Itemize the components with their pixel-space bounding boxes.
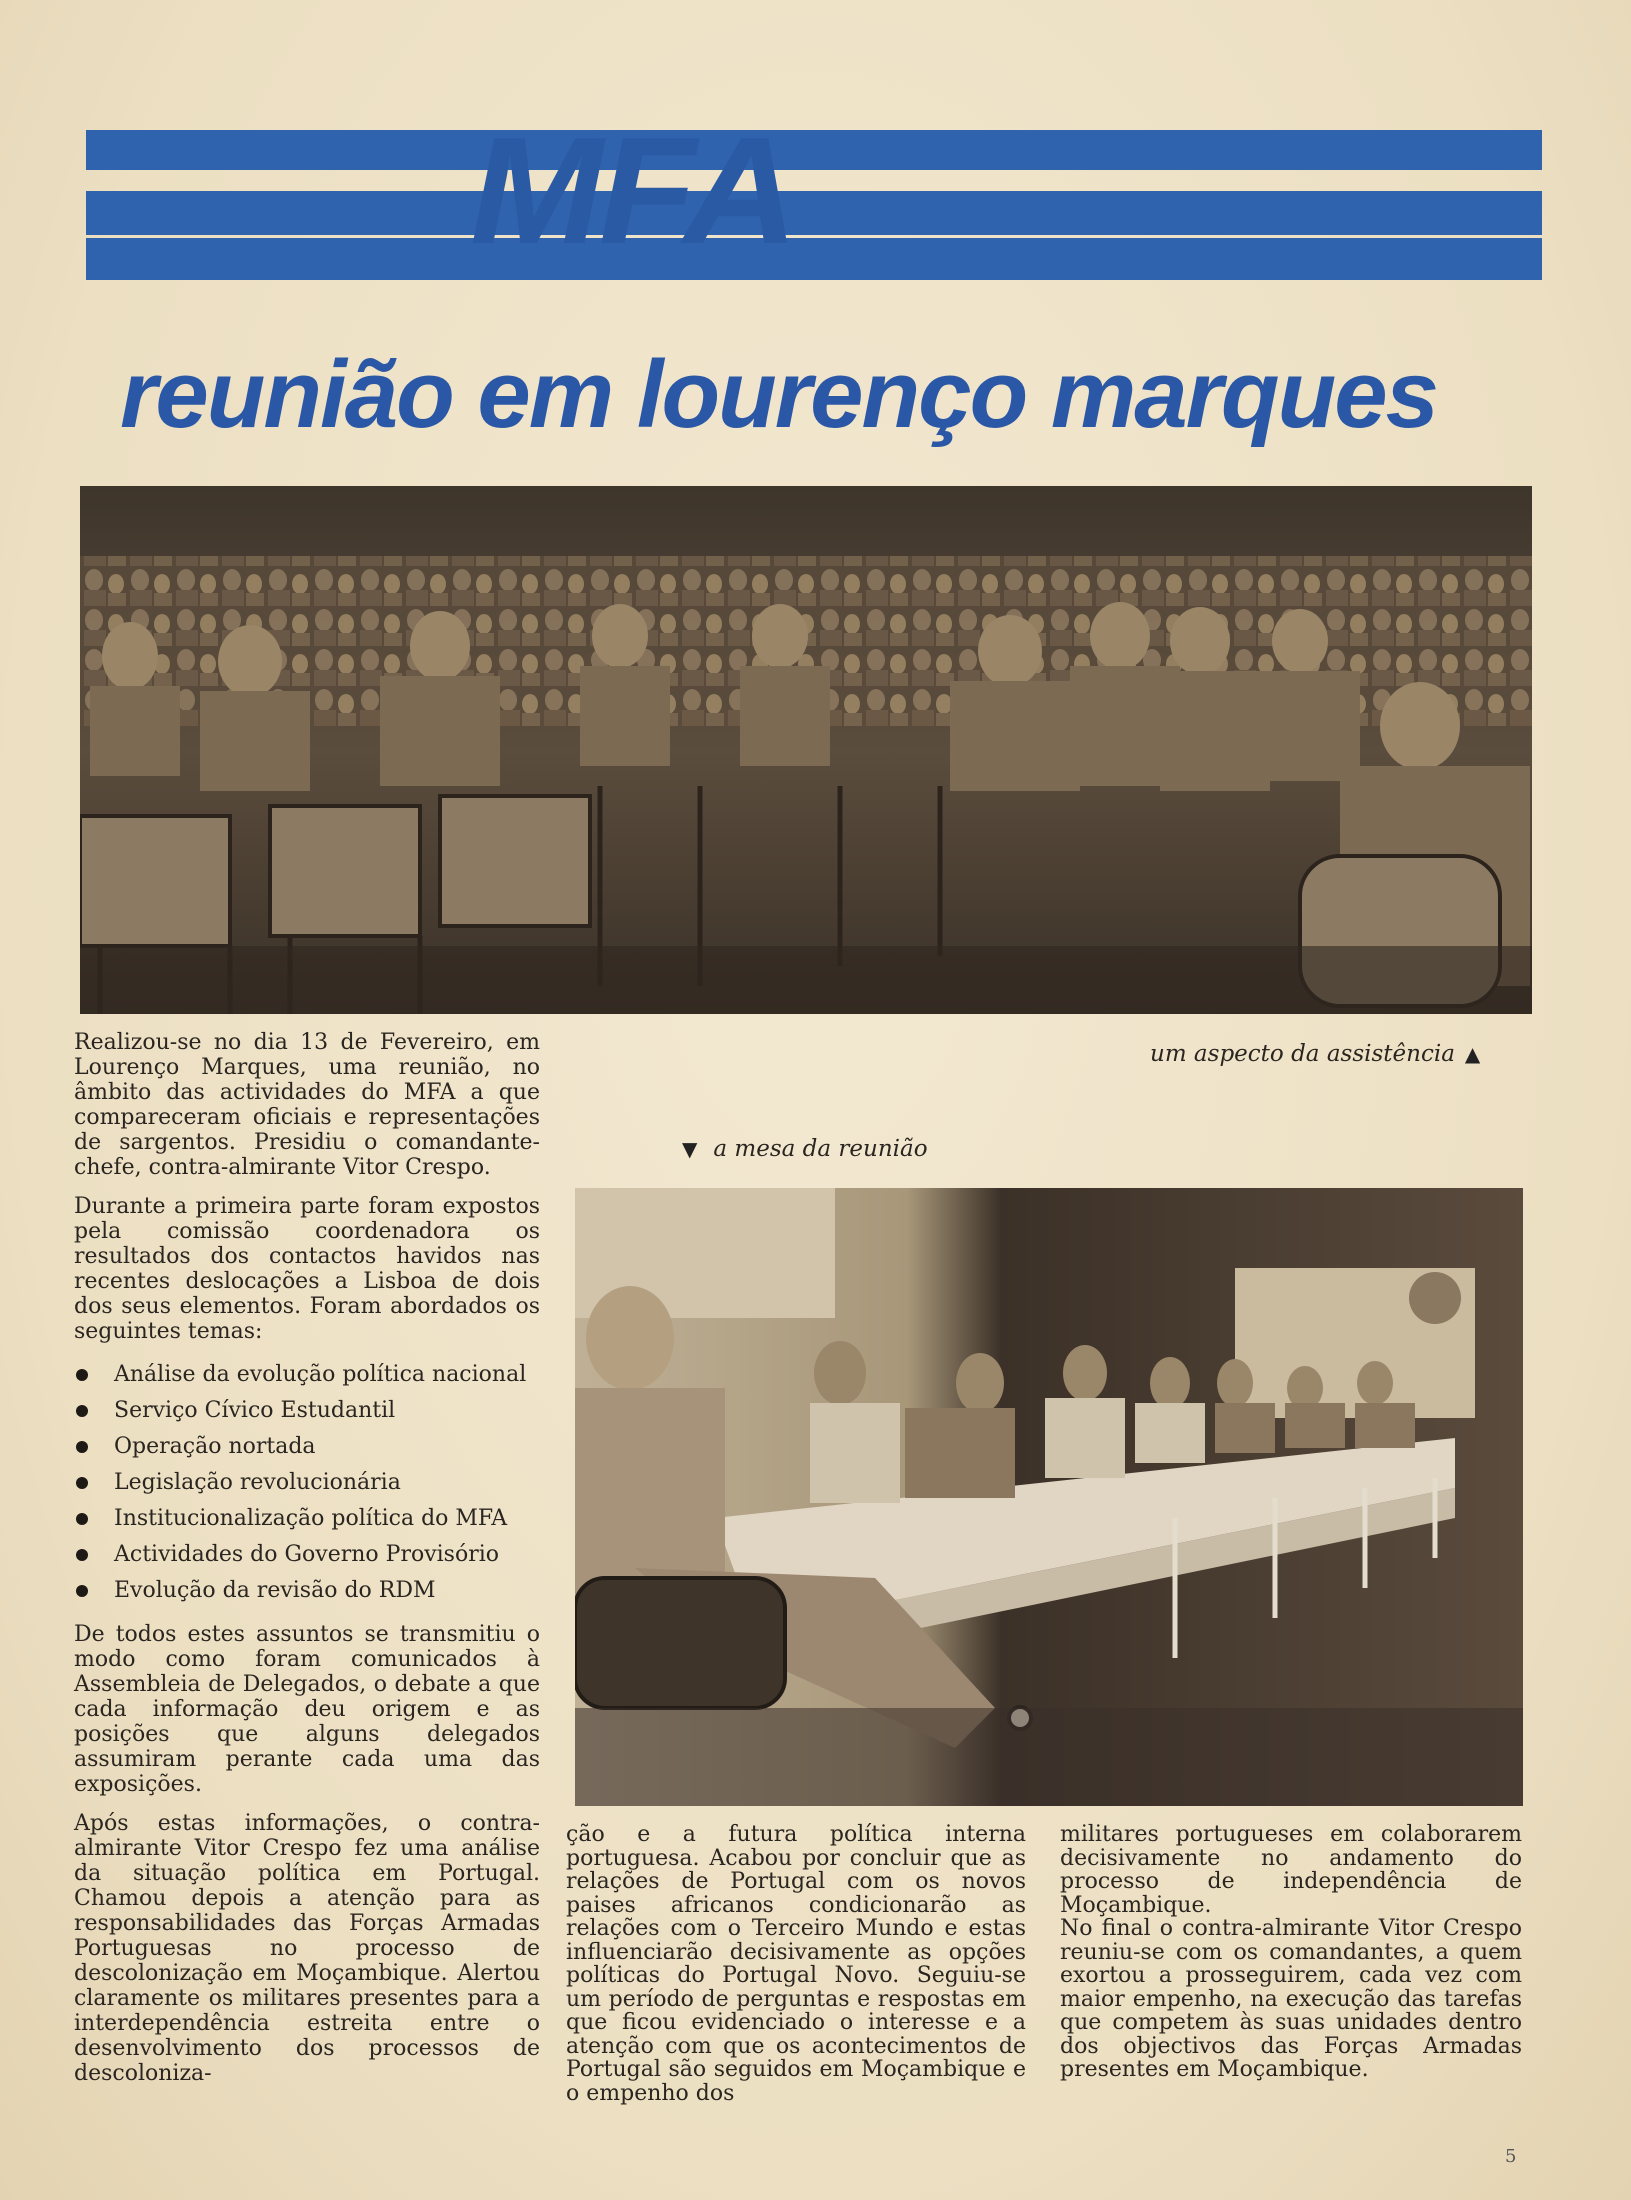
list-item: [74, 1506, 540, 1532]
intro-paragraph: Realizou-se no dia 13 de Fevereiro, em Lourenço Marques, uma reunião, no âmbito das actividades do MFA a que compareceram oficiais e representações de sargentos. Presidiu o comandante-chefe, contra-almirante Vitor Crespo.: [74, 1030, 540, 1180]
audience-caption: [1150, 1041, 1480, 1067]
bullet-icon: [76, 1405, 88, 1417]
arrow-down-icon: ▼: [682, 1137, 698, 1161]
audience-photo-image: [80, 486, 1532, 1014]
list-item: [74, 1398, 540, 1424]
analysis-paragraph: Após estas informações, o contra-almirante Vitor Crespo fez uma análise da situação política em Portugal. Chamou depois a atenção para as responsabilidades das Forças Armadas Portuguesas no processo de descolonização em Moçambique. Alertou claramente os militares presentes para a interdependência estreita entre o desenvolvimento dos processos de descoloniza-: [74, 1811, 540, 2086]
mfa-logo: MFA: [470, 106, 795, 276]
right-paragraph-1: militares portugueses em colaborarem decisivamente no andamento do processo de independência de Moçambique.: [1060, 1822, 1522, 1918]
header-stripe-bottom: [86, 238, 1542, 280]
topic-label: Institucionalização política do MFA: [114, 1506, 508, 1531]
list-item: [74, 1578, 540, 1604]
assembly-paragraph: De todos estes assuntos se transmitiu o modo como foram comunicados à Assembleia de Delegados, o debate a que cada informação deu origem e as posições que alguns delegados assumiram perante cada uma das exposições.: [74, 1622, 540, 1797]
middle-paragraph: ção e a futura política interna portuguesa. Acabou por concluir que as relações de Portugal com os novos paises africanos condicionarão as relações com o Terceiro Mundo e estas influenciarão decisivamente as opções políticas do Portugal Novo. Seguiu-se um período de perguntas e respostas em que ficou evidenciado o interesse e a atenção com que os acontecimentos de Portugal são seguidos em Moçambique e o empenho dos: [566, 1822, 1026, 2106]
headline: reunião em lourenço marques: [120, 341, 1438, 448]
bullet-icon: [76, 1513, 88, 1525]
topic-label: Legislação revolucionária: [114, 1470, 401, 1495]
right-column: [1060, 1823, 1522, 2082]
bullet-icon: [76, 1549, 88, 1561]
right-paragraph-2: No final o contra-almirante Vitor Crespo reuniu-se com os comandantes, a quem exortou a prosseguirem, cada vez com maior empenho, na execução das tarefas que competem às suas unidades dentro dos objectivos das Forças Armadas presentes em Moçambique.: [1060, 1916, 1522, 2082]
list-item: [74, 1362, 540, 1388]
middle-column: [566, 1823, 1026, 2105]
meeting-table-photo-image: [575, 1188, 1523, 1806]
meeting-table-photo: [575, 1188, 1523, 1806]
header-stripe-middle: [86, 191, 1542, 235]
list-item: [74, 1470, 540, 1496]
header-stripe-top: [86, 130, 1542, 170]
table-caption-text: a mesa da reunião: [713, 1136, 928, 1162]
topic-label: Actividades do Governo Provisório: [114, 1542, 500, 1567]
topic-label: Evolução da revisão do RDM: [114, 1578, 436, 1603]
bullet-icon: [76, 1477, 88, 1489]
table-caption: [682, 1136, 928, 1162]
arrow-up-icon: ▲: [1464, 1042, 1481, 1066]
bullet-icon: [76, 1369, 88, 1381]
topic-label: Análise da evolução política nacional: [114, 1362, 527, 1387]
left-column: [74, 1030, 540, 2100]
list-item: [74, 1542, 540, 1568]
topic-label: Serviço Cívico Estudantil: [114, 1398, 396, 1423]
list-item: [74, 1434, 540, 1460]
audience-photo: [80, 486, 1532, 1014]
bullet-icon: [76, 1441, 88, 1453]
bullet-icon: [76, 1585, 88, 1597]
topic-label: Operação nortada: [114, 1434, 316, 1459]
topics-list: [74, 1362, 540, 1604]
audience-caption-text: um aspecto da assistência: [1150, 1041, 1455, 1067]
topics-intro-paragraph: Durante a primeira parte foram expostos pela comissão coordenadora os resultados dos contactos havidos nas recentes deslocações a Lisboa de dois dos seus elementos. Foram abordados os seguintes temas:: [74, 1194, 540, 1344]
page-number: 5: [1505, 2146, 1517, 2167]
